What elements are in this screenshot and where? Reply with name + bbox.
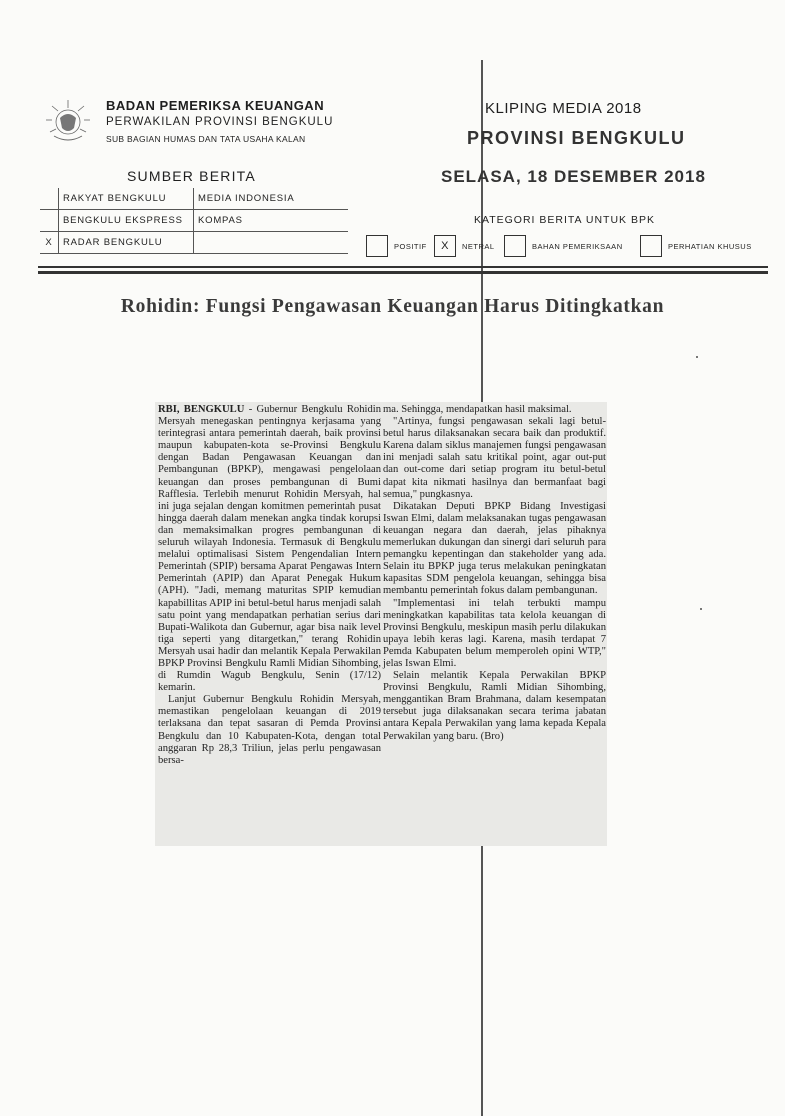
- category-checkbox: [640, 235, 662, 257]
- kategori-title: KATEGORI BERITA UNTUK BPK: [474, 214, 655, 226]
- article-lead-text: - Gubernur Bengkulu Rohidin Mersyah menegaskan pentingnya kerjasama yang terintegrasi antara pemerintah daerah, baik provinsi maupun kabupaten-kota se-Provinsi Bengkulu dengan Badan Pengawasan Keuangan dan Pembangunan (BPKP), mengawasi pengelolaan keuangan dan proses pembangunan di Bumi Rafflesia. Terlebih menurut Rohidin Mersyah, hal ini juga sejalan dengan komitmen pemerintah pusat hingga daerah dalam menekan angka tindak korupsi dan memaksimalkan progres pembangunan di seluruh wilayah Indonesia. Termasuk di Bengkulu melalui optimalisasi Sistem Pengendalian Intern Pemerintah (SPIP) bersama Aparat Pengawas Intern Pemerintah (APIP) dan Aparat Penegak Hukum (APH). "Jadi, memang maturitas SPIP kemudian kapabillitas APIP ini betul-betul harus menjadi salah satu point yang mendapatkan perhatian serius dari Bupati-Walikota dan Gubernur, agar bisa naik level tiga seperti yang ditargetkan," terang Rohidin Mersyah usai hadir dan melantik Kepala Perwakilan BPKP Provinsi Bengkulu Ramli Midian Sihombing, di Rumdin Wagub Bengkulu, Senin (17/12) kemarin.: [158, 404, 381, 694]
- category-positif: [366, 235, 427, 257]
- source-bengkulu-ekspress: BENGKULU EKSPRESS: [59, 210, 194, 232]
- category-checkbox: [504, 235, 526, 257]
- bpk-logo: [40, 92, 96, 148]
- article-paragraph: "Artinya, fungsi pengawasan sekali lagi betul-betul harus dilaksanakan secara baik dan produktif. Karena dalam siklus manajemen fungsi pengawasan ini menjadi salah satu kritikal point, agar out-put dan out-come dari setiap program itu betul-betul dapat kita nikmati hasilnya dan bermanfaat bagi semua," pungkasnya.: [383, 416, 606, 500]
- category-perhatian-khusus: [640, 235, 752, 257]
- category-label: PERHATIAN KHUSUS: [668, 241, 752, 251]
- source-kompas: KOMPAS: [194, 210, 349, 232]
- article-paragraph: [158, 404, 381, 694]
- category-label: NETRAL: [462, 241, 495, 251]
- kliping-title: KLIPING MEDIA 2018: [485, 100, 642, 117]
- article-column-2: [383, 404, 606, 743]
- table-row: [40, 232, 348, 254]
- category-checkbox: X: [434, 235, 456, 257]
- article-paragraph: ma. Sehingga, mendapatkan hasil maksimal.: [383, 404, 572, 415]
- article-paragraph: Dikatakan Deputi BPKP Bidang Investigasi Iswan Elmi, dalam melaksanakan tugas pengawasan keuangan negara dan daerah, jelas pihaknya memerlukan dukungan dan sinergi dari seluruh para pemangku kepentingan dan stakeholder yang ada. Selain itu BPKP juga terus melakukan peningkatan kapasitas SDM pengelola keuangan, sehingga bisa membantu pemerintah fokus dalam pembangunan.: [383, 500, 606, 597]
- article-paragraph: Selain melantik Kepala Perwakilan BPKP Provinsi Bengkulu, Ramli Midian Sihombing, menggantikan Bram Brahmana, dalam kesempatan tersebut juga dilaksanakan secara terima jabatan antara Kepala Perwakilan yang lama kepada Kepala Perwakilan yang baru. (Bro): [383, 670, 606, 742]
- header-separator-top: [38, 266, 768, 268]
- source-mark-selected: X: [40, 232, 59, 254]
- sumber-berita-title: SUMBER BERITA: [127, 168, 256, 184]
- header-separator-bottom: [38, 271, 768, 274]
- category-netral: [434, 235, 495, 257]
- article-paragraph: "Implementasi ini telah terbukti mampu meningkatkan kapabilitas tata kelola keuangan di Provinsi Bengkulu, meskipun masih perlu dilakukan upaya lebih keras lagi. Karena, masih terdapat 7 Pemda Kabupaten belum memperoleh opini WTP," jelas Iswan Elmi.: [383, 597, 606, 669]
- province-title: PROVINSI BENGKULU: [467, 128, 686, 148]
- category-checkbox: [366, 235, 388, 257]
- table-row: [40, 210, 348, 232]
- article-column-1: [158, 404, 381, 767]
- source-rakyat-bengkulu: RAKYAT BENGKULU: [59, 188, 194, 210]
- article-paragraph: Lanjut Gubernur Bengkulu Rohidin Mersyah, memastikan pengelolaan keuangan di 2019 terlaksana dan tepat sasaran di Pemda Provinsi Bengkulu dan 10 Kabupaten-Kota, dengan total anggaran Rp 28,3 Triliun, jelas perlu pengawasan bersa-: [158, 694, 381, 766]
- org-name: BADAN PEMERIKSA KEUANGAN: [106, 98, 325, 113]
- table-row: [40, 188, 348, 210]
- category-bahan-pemeriksaan: [504, 235, 623, 257]
- source-media-indonesia: MEDIA INDONESIA: [194, 188, 349, 210]
- org-branch: PERWAKILAN PROVINSI BENGKULU: [106, 116, 334, 128]
- scan-speck: [700, 608, 702, 610]
- clip-date: SELASA, 18 DESEMBER 2018: [441, 167, 706, 186]
- source-mark: [40, 188, 59, 210]
- sumber-berita-table: [40, 188, 348, 254]
- article-headline: Rohidin: Fungsi Pengawasan Keuangan Harus Ditingkatkan: [120, 296, 665, 317]
- source-empty: [194, 232, 349, 254]
- org-subdivision: SUB BAGIAN HUMAS DAN TATA USAHA KALAN: [106, 134, 306, 144]
- scan-speck: [696, 356, 698, 358]
- category-label: BAHAN PEMERIKSAAN: [532, 241, 623, 251]
- source-mark: [40, 210, 59, 232]
- category-label: POSITIF: [394, 241, 427, 251]
- article-dateline: RBI, BENGKULU: [158, 404, 245, 415]
- source-radar-bengkulu: RADAR BENGKULU: [59, 232, 194, 254]
